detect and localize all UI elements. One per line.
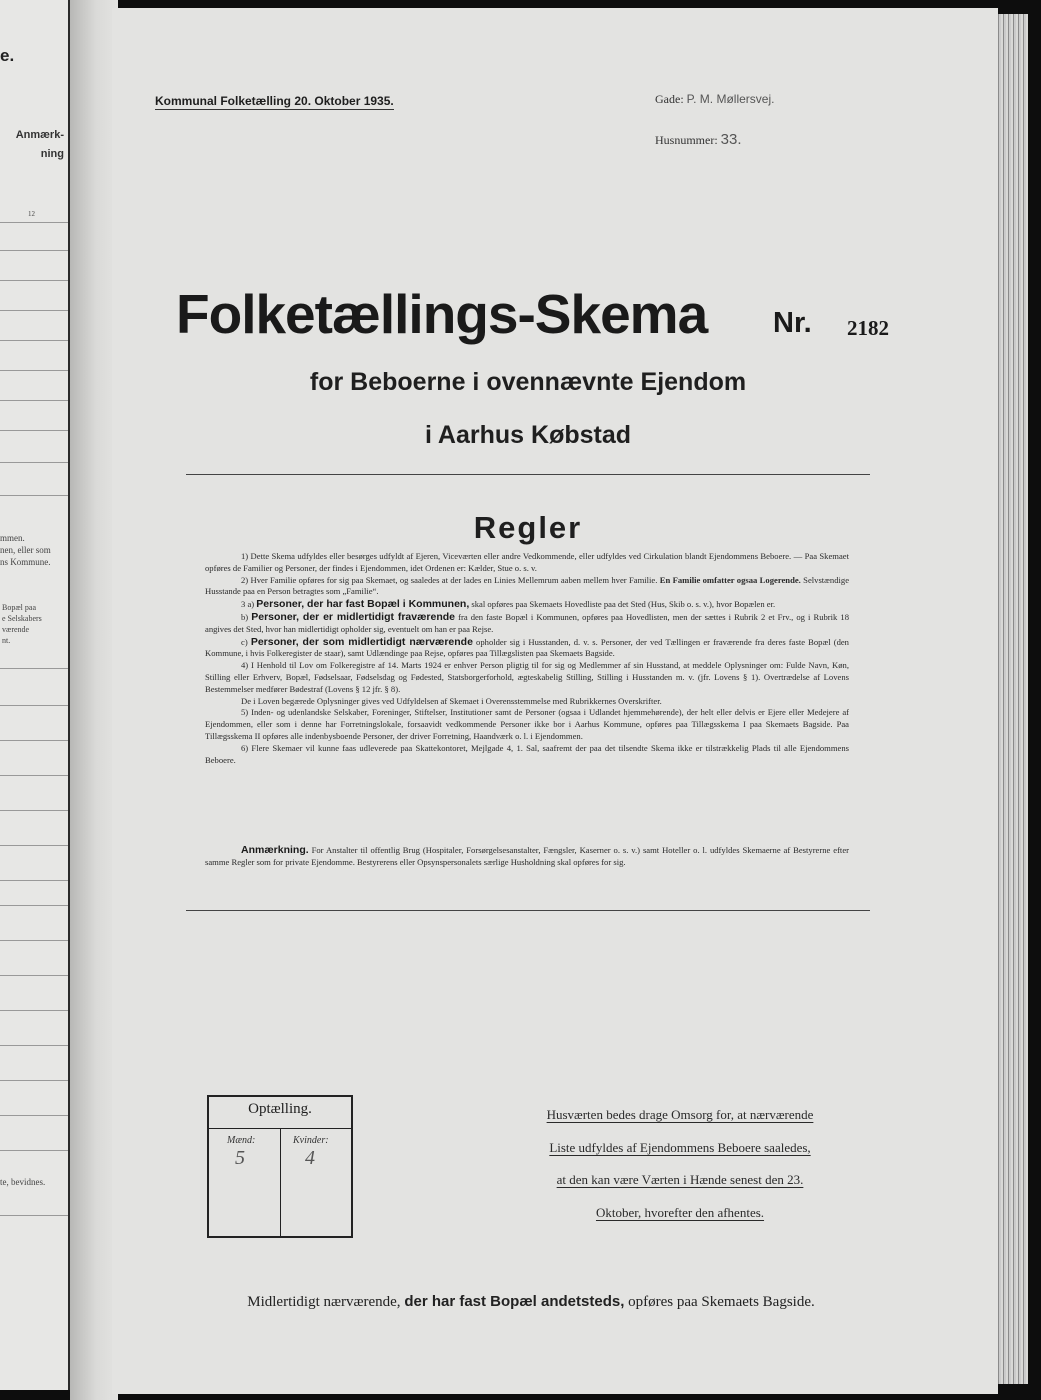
form-subtitle-2: i Aarhus Købstad — [424, 421, 632, 449]
left-page-column-number: 12 — [28, 210, 35, 218]
left-page-rule — [0, 1010, 68, 1011]
left-page-rule — [0, 250, 68, 251]
left-page-rule — [0, 975, 68, 976]
rules-heading: Regler — [473, 510, 583, 545]
left-page-rule — [0, 1215, 68, 1216]
rule-6: 6) Flere Skemaer vil kunne faas udleverede paa Skattekontoret, Mejlgade 4, 1. Sal, saafremt der paa det tilsendte Skema ikke er tilstrækkelig Plads til alle Ejendommens Beboere. — [205, 742, 849, 765]
rule-3c: c) Personer, der som midlertidigt nærværende opholder sig i Husstanden, d. v. s. Personer, der ved Tællingen er fraværende fra deres faste Bopæl (den Kommune, i hvis Folkeregister de staar), samt Udlændinge paa Rejse, opføres paa Tillægslisten paa Skemaets Bagside. — [205, 635, 849, 659]
left-page-rule — [0, 845, 68, 846]
women-label: Kvinder: — [293, 1135, 329, 1146]
left-page-rule — [0, 495, 68, 496]
house-number-value: 33. — [720, 131, 742, 148]
women-count: 4 — [305, 1147, 315, 1169]
divider — [186, 910, 870, 911]
left-page-rule — [0, 1150, 68, 1151]
book-spine — [70, 0, 118, 1400]
left-page-rule — [0, 880, 68, 881]
left-page-text-fragment: te, bevidnes. — [0, 1177, 46, 1187]
landlord-notice — [505, 1099, 855, 1229]
left-page-text-fragment: mmen. nen, eller som ns Kommune. — [0, 533, 51, 567]
count-box-title: Optælling. — [248, 1101, 312, 1117]
left-page-rule — [0, 310, 68, 311]
left-page-rule — [0, 740, 68, 741]
left-page-title-fragment: e. — [0, 46, 15, 65]
left-page-rule — [0, 905, 68, 906]
street-field — [655, 92, 774, 107]
rules-text — [205, 551, 849, 766]
left-page-rule — [0, 705, 68, 706]
left-page-column-heading: Anmærk- ning — [15, 129, 64, 160]
census-header-label: Kommunal Folketælling 20. Oktober 1935. — [155, 94, 394, 108]
notice-line: Liste udfyldes af Ejendommens Beboere saaledes, — [549, 1139, 811, 1155]
left-page-rule — [0, 280, 68, 281]
house-number-field — [655, 131, 742, 148]
rule-3a: 3 a) Personer, der har fast Bopæl i Kommunen, skal opføres paa Skemaets Hovedliste paa det Sted (Hus, Skib o. s. v.), hvor Bopælen er. — [241, 598, 776, 611]
left-page-text-fragment: Bopæl paa e Selskabers værende nt. — [2, 603, 42, 645]
left-facing-page — [0, 0, 70, 1390]
men-label: Mænd: — [227, 1135, 256, 1146]
left-page-rule — [0, 462, 68, 463]
men-count: 5 — [235, 1147, 245, 1169]
remark-text — [205, 844, 849, 869]
left-page-rule — [0, 400, 68, 401]
left-page-rule — [0, 340, 68, 341]
form-subtitle-1: for Beboerne i ovennævnte Ejendom — [309, 368, 747, 396]
street-label: Gade: — [655, 92, 684, 106]
rule-1: 1) Dette Skema udfyldes eller besørges udfyldt af Ejeren, Viceværten eller andre Vedkommende, eller udfyldes ved Cirkulation blandt Ejendommens Beboere. — Paa Skemaet opføres de Familier og Personer, der findes i Ejendommen, idet Ordenen er: Kælder, Stue o. s. v. — [205, 551, 849, 573]
divider — [186, 474, 870, 475]
house-number-label: Husnummer: — [655, 133, 718, 147]
street-value: P. M. Møllersvej. — [686, 92, 775, 106]
form-number-value: 2182 — [847, 316, 889, 340]
form-number-label: Nr. — [773, 307, 812, 339]
left-page-rule — [0, 1080, 68, 1081]
rule-5: 5) Inden- og udenlandske Selskaber, Foreninger, Stiftelser, Institutioner samt de Personer (ogsaa i Udlandet hjemmehørende), der helt eller delvis er Ejere eller Medejere af Ejendommen, eller som i denne har Forretningslokale, forsaavidt vedkommende Personer ikke bor i Aarhus Kommune, opføres paa Tillægsskema I paa Skemaets Bagside. Paa Tillægsskema II opføres alle indenbysboende Personer, der driver Forretning, Haandværk o. l. i Ejendommen. — [205, 707, 849, 741]
form-title: Folketællings-Skema — [176, 283, 708, 345]
left-page-rule — [0, 668, 68, 669]
left-page-rule — [0, 1115, 68, 1116]
page-edges — [996, 14, 1028, 1384]
remark-body: For Anstalter til offentlig Brug (Hospitaler, Forsørgelsesanstalter, Fængsler, Kaserner o. s. v.) samt Hoteller o. l. udfyldes Skemaerne af Bestyrerne efter samme Regler som for private Ejendomme. Bestyrerens eller Opsynspersonalets særlige Husholdning skal opføres for sig. — [205, 845, 849, 867]
left-page-rule — [0, 430, 68, 431]
notice-line: Oktober, hvorefter den afhentes. — [595, 1204, 765, 1220]
remark-heading: Anmærkning. — [241, 844, 309, 856]
count-box-rule — [280, 1128, 281, 1236]
rule-2: 2) Hver Familie opføres for sig paa Skemaet, og saaledes at der lades en Linies Mellemrum aaben mellem hver Familie. En Familie omfatter ogsaa Logerende. Selvstændige Husstande paa en Person betragtes som „Familie“. — [205, 574, 850, 597]
rule-4b: De i Loven begærede Oplysninger gives ved Udfyldelsen af Skemaet i Overensstemmelse med Rubrikkernes Overskrifter. — [241, 695, 662, 706]
left-page-rule — [0, 1045, 68, 1046]
left-page-rule — [0, 810, 68, 811]
rule-3b: b) Personer, der er midlertidigt fraværende fra den faste Bopæl i Kommunen, opføres paa Hovedlisten, men der sættes i Rubrik 2 et Frv., og i Rubrik 18 angives det Sted, hvor han midlertidigt opholder sig, eventuelt om han er paa Rejse. — [205, 610, 849, 634]
rule-4: 4) I Henhold til Lov om Folkeregistre af 14. Marts 1924 er enhver Person pligtig til for sig og Medlemmer af sin Husstand, at meddele Oplysninger om: Fulde Navn, Køn, Stilling eller Erhverv, Bopæl, Fødselsaar, Fødselsdag og Fødested, Statsborgerforhold, ægteskabelig Stilling, Stilling i Husstanden m. v. (jfr. Lovens § 1). Overtrædelse af Lovens Bestemmelser medfører Bødestraf (Lovens § 12 jfr. § 8). — [205, 660, 849, 694]
left-page-rule — [0, 370, 68, 371]
notice-line: at den kan være Værten i Hænde senest den 23. — [556, 1172, 804, 1187]
left-page-rule — [0, 940, 68, 941]
count-box — [207, 1095, 353, 1238]
footer-note: Midlertidigt nærværende, der har fast Bopæl andetsteds, opføres paa Skemaets Bagside. — [247, 1293, 815, 1310]
left-page-rule — [0, 775, 68, 776]
notice-line: Husværten bedes drage Omsorg for, at nærværende — [546, 1107, 814, 1122]
left-page-rule — [0, 222, 68, 223]
